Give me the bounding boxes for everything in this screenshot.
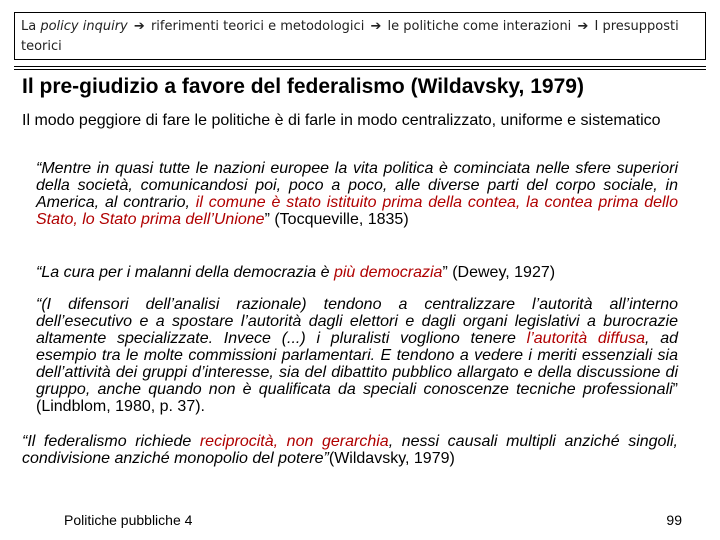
quote-text: “(I difensori dell’analisi razionale) tendono a centralizzare l’autorità all’interno dell’esecutivo e a spostare l’autorità dagli elettori e dagli organi legislativi a burocrazie altamente specializzate. Invece (...) i pluralisti vogliono tenere (36, 296, 678, 347)
quote-citation: ” (Lindblom, 1980, p. 37). (36, 381, 678, 415)
quote-text: , nessi causali multipli anziché singoli, condivisione anziché monopolio del potere” (22, 433, 678, 467)
quote-wildavsky (22, 433, 678, 467)
footer-course: Politiche pubbliche 4 (64, 512, 193, 528)
quote-text: , ad esempio tra le molte commissioni parlamentari. E tendono a vedere i meriti essenziali sia dell’attività dei gruppi d’interesse, sia del dibattito pubblico allargato e della discussione di gruppo, anche quando non è qualificata da speciali conoscenze tecniche professionali (36, 330, 679, 398)
quote-lindblom (36, 296, 678, 415)
breadcrumb-policy-inquiry: policy inquiry (40, 19, 128, 34)
quote-tocqueville (36, 160, 678, 228)
quote-citation: ” (Tocqueville, 1835) (264, 211, 409, 228)
quote-citation: ” (Dewey, 1927) (442, 264, 556, 281)
quote-highlight: più democrazia (333, 264, 443, 281)
page-number: 99 (666, 512, 682, 528)
intro-text: Il modo peggiore di fare le politiche è di farle in modo centralizzato, uniforme e sistematico (22, 112, 661, 129)
quote-citation: (Wildavsky, 1979) (328, 450, 455, 467)
arrow-right-icon: ➔ (577, 19, 589, 34)
arrow-right-icon: ➔ (133, 19, 145, 34)
breadcrumb (14, 12, 706, 60)
quote-highlight: l’autorità diffusa (526, 330, 646, 347)
quote-highlight: reciprocità, non gerarchia (199, 433, 389, 450)
breadcrumb-text-1: La (21, 19, 41, 34)
slide-title: Il pre-giudizio a favore del federalismo (Wildavsky, 1979) (22, 75, 584, 98)
breadcrumb-text-2: riferimenti teorici e metodologici (150, 19, 365, 34)
quote-highlight: il comune è stato istituito prima della contea, la contea prima dello Stato, lo Stato prima dell’Unione (36, 194, 678, 228)
quote-text: “Mentre in quasi tutte le nazioni europee la vita politica è cominciata nelle sfere superiori della società, comunicandosi poi, poco a poco, alle diverse parti del corpo sociale, in America, al contrario, (36, 160, 678, 211)
quote-text: “Il federalismo richiede (22, 433, 200, 450)
breadcrumb-text-3: le politiche come interazioni (387, 19, 572, 34)
quote-text: “La cura per i malanni della democrazia è (36, 264, 334, 281)
arrow-right-icon: ➔ (370, 19, 382, 34)
title-divider (14, 66, 706, 70)
quote-dewey (36, 264, 678, 281)
breadcrumb-text-4: I presupposti teorici (21, 19, 679, 54)
